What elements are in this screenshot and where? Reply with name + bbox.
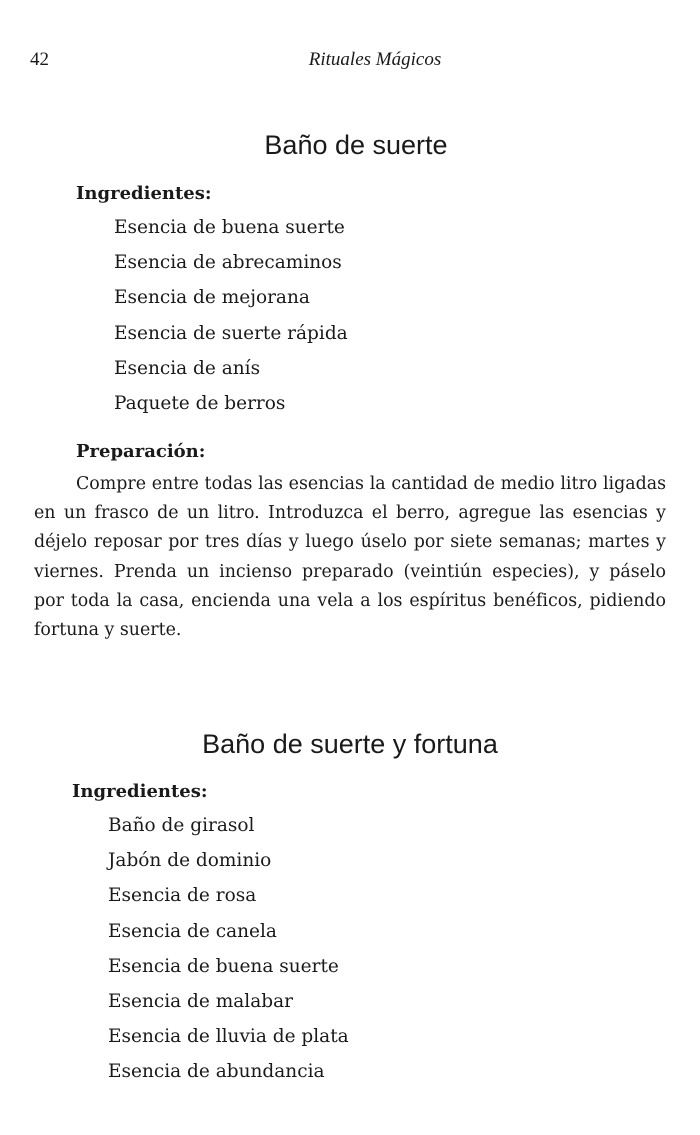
page-number: 42 — [30, 49, 49, 70]
ingredients-label: Ingredientes: — [72, 781, 208, 802]
ingredient-item: Esencia de buena suerte — [108, 955, 339, 977]
ingredient-item: Esencia de abrecaminos — [114, 252, 342, 274]
ingredient-item: Baño de girasol — [108, 815, 255, 836]
ingredients-block — [72, 778, 672, 1090]
ingredient-item: Jabón de dominio — [108, 850, 272, 872]
ingredient-item: Esencia de abundancia — [108, 1061, 325, 1083]
recipe-bano-de-suerte-y-fortuna — [0, 727, 700, 1083]
recipe-bano-de-suerte — [0, 128, 700, 641]
preparation-label: Preparación: — [76, 441, 206, 462]
ingredient-item: Esencia de suerte rápida — [114, 322, 348, 344]
ingredients-block — [76, 180, 676, 421]
preparation-text: Compre entre todas las esencias la cantidad de medio litro ligadas en un frasco de un litro. Introduzca el berro, agregue las esencias y déjelo reposar por tres días y luego úselo por siete semanas; martes y viernes. Prenda un incienso preparado (veintiún especies), y páselo por toda la casa, encienda una vela a los espíritus benéficos, pidiendo fortuna y suerte. — [34, 474, 666, 641]
ingredients-list — [114, 210, 676, 421]
ingredient-item: Esencia de anís — [114, 357, 261, 379]
ingredient-item: Esencia de buena suerte — [114, 217, 345, 238]
ingredient-item: Paquete de berros — [114, 393, 286, 415]
preparation-block — [34, 470, 666, 645]
ingredient-item: Esencia de rosa — [108, 885, 257, 907]
ingredient-item: Esencia de lluvia de plata — [108, 1026, 349, 1048]
ingredients-list — [108, 808, 672, 1090]
page-header — [30, 49, 680, 75]
ingredient-item: Esencia de malabar — [108, 991, 293, 1013]
ingredient-item: Esencia de mejorana — [114, 287, 310, 309]
recipe-title: Baño de suerte y fortuna — [202, 729, 498, 759]
ingredients-label: Ingredientes: — [76, 183, 212, 204]
running-title: Rituales Mágicos — [308, 49, 442, 70]
preparation-label-block — [76, 438, 676, 466]
ingredient-item: Esencia de canela — [108, 920, 277, 942]
recipe-title: Baño de suerte — [264, 130, 448, 160]
